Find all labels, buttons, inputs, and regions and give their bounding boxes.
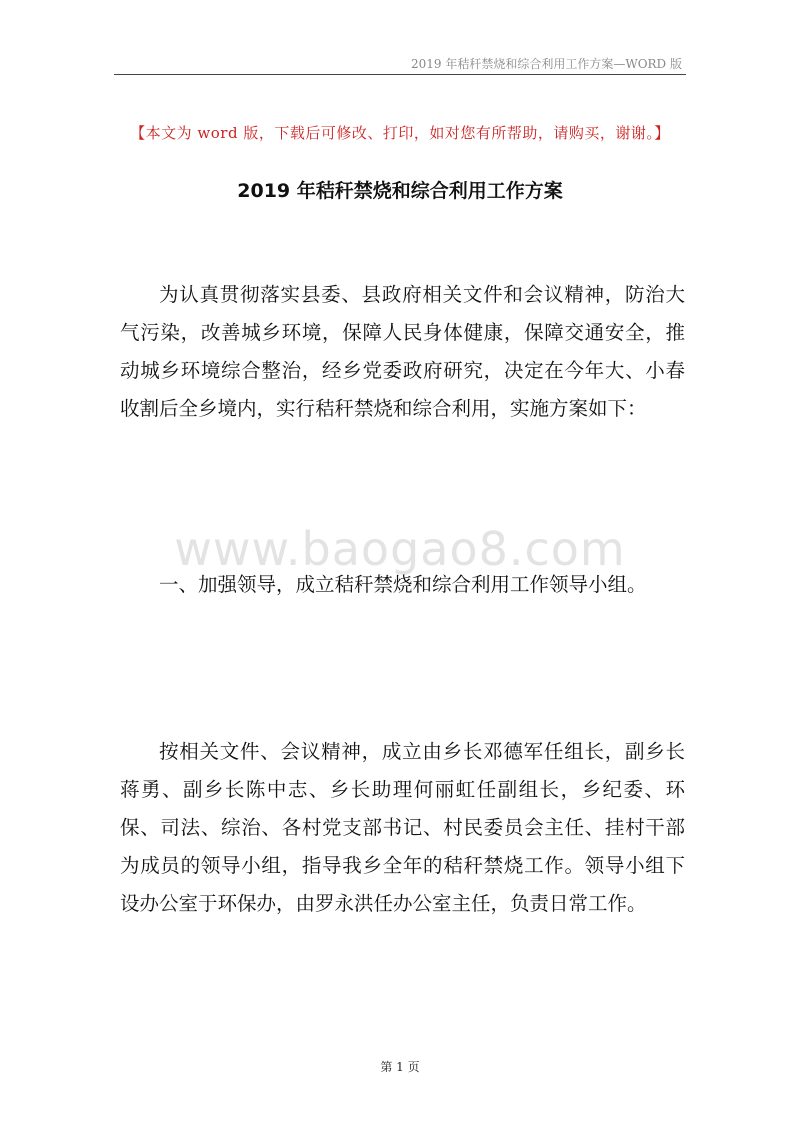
watermark: www.baogao8.com (174, 522, 626, 576)
section-1-paragraph: 按相关文件、会议精神，成立由乡长邓德军任组长，副乡长蒋勇、副乡长陈中志、乡长助理何丽虹任副组长，乡纪委、环保、司法、综治、各村党支部书记、村民委员会主任、挂村干部为成员的领导小组，指导我乡全年的秸秆禁烧工作。领导小组下设办公室于环保办，由罗永洪任办公室主任，负责日常工作。 (120, 740, 685, 915)
download-notice: 【本文为 word 版，下载后可修改、打印，如对您有所帮助，请购买，谢谢。】 (130, 124, 670, 142)
page-number: 第 1 页 (380, 1060, 420, 1074)
section-heading-1: 一、加强领导，成立秸秆禁烧和综合利用工作领导小组。 (159, 573, 647, 596)
intro-paragraph: 为认真贯彻落实县委、县政府相关文件和会议精神，防治大气污染，改善城乡环境，保障人民身体健康，保障交通安全，推动城乡环境综合整治，经乡党委政府研究，决定在今年大、小春收割后全乡境内，实行秸秆禁烧和综合利用，实施方案如下： (120, 283, 685, 420)
document-title: 2019 年秸秆禁烧和综合利用工作方案 (237, 180, 563, 202)
running-header: 2019 年秸秆禁烧和综合利用工作方案—WORD 版 (411, 57, 682, 71)
header-divider (114, 74, 686, 75)
